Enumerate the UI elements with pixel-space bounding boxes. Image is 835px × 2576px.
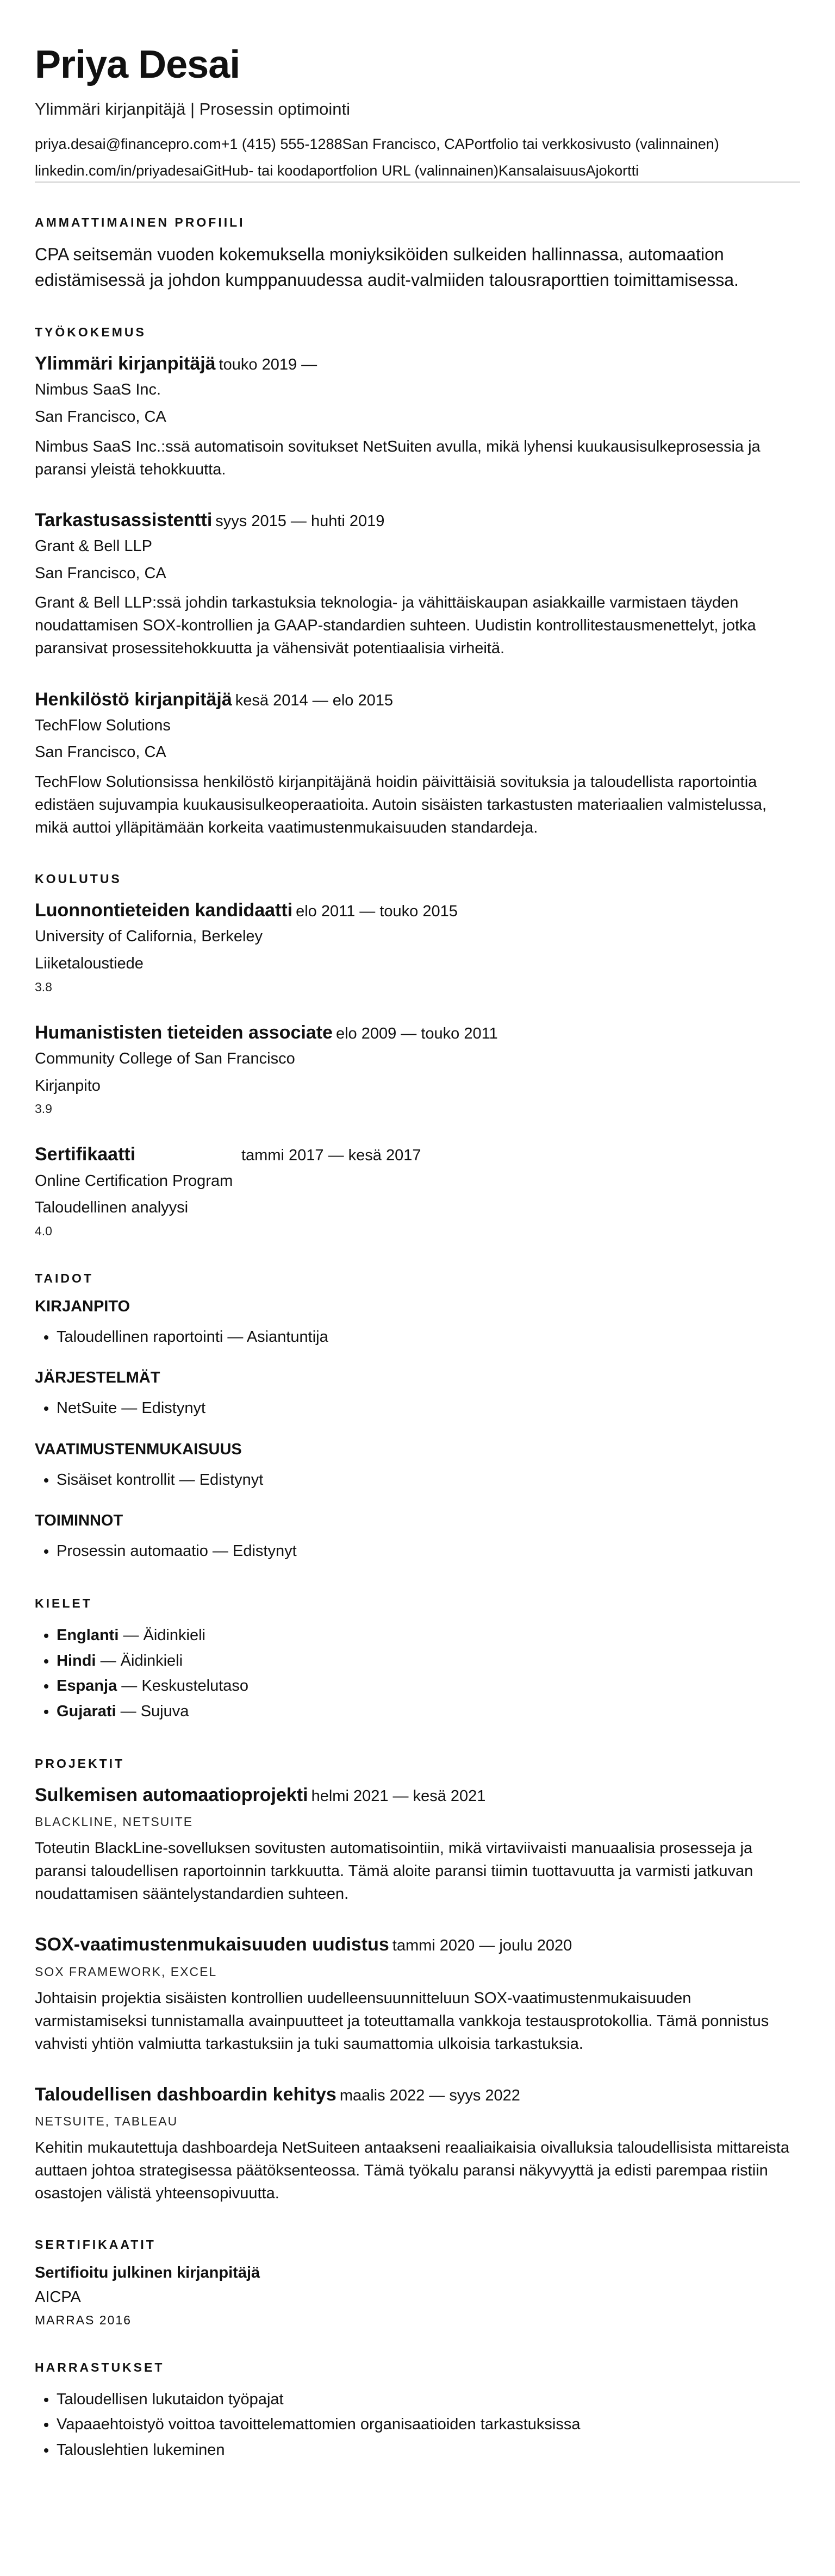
job-description: TechFlow Solutionsissa henkilöstö kirjanpitäjänä hoidin päivittäisiä sovituksia ja taloudellista raportointia edistäen sujuvampia kuukausisulkeoperaatioita. Autoin sisäisten tarkastusten materiaalien valmistelussa, mikä auttoi ylläpitämään korkeita vaatimustenmukaisuuden standardeja. <box>35 773 767 837</box>
profile-section <box>35 215 800 292</box>
profile-summary: CPA seitsemän vuoden kokemuksella moniyksiköiden sulkeiden hallinnassa, automaation edistämisessä ja johdon kumppanuudessa audit-valmiiden talousraporttien toimittamisessa. <box>35 245 739 290</box>
resume-header <box>35 43 800 183</box>
contact-location: San Francisco, CA <box>342 136 465 153</box>
job-company: TechFlow Solutions <box>35 716 171 734</box>
candidate-headline: Ylimmäri kirjanpitäjä | Prosessin optimointi <box>35 99 351 119</box>
certification-name: Sertifioitu julkinen kirjanpitäjä <box>35 2264 260 2281</box>
language-item <box>57 1673 800 1698</box>
skills-heading: TAIDOT <box>35 1271 94 1285</box>
job-company: Nimbus SaaS Inc. <box>35 381 161 399</box>
hobby-item: • Talouslehtien lukeminen <box>57 2437 800 2462</box>
project-item <box>35 1933 800 2055</box>
languages-section <box>35 1596 800 1724</box>
job-location: San Francisco, CA <box>35 743 166 761</box>
education-item <box>35 898 800 995</box>
language-item <box>57 1699 800 1724</box>
project-dates: helmi 2021 — kesä 2021 <box>311 1787 486 1805</box>
education-dates: tammi 2017 — kesä 2017 <box>241 1147 421 1165</box>
hobbies-list <box>35 2387 800 2462</box>
experience-section <box>35 325 800 839</box>
school-name: University of California, Berkeley <box>35 928 263 946</box>
project-dates: maalis 2022 — syys 2022 <box>339 2086 520 2104</box>
school-name: Online Certification Program <box>35 1172 233 1190</box>
language-level: — Äidinkieli <box>100 1652 183 1670</box>
field-of-study: Kirjanpito <box>35 1077 101 1095</box>
experience-item <box>35 352 800 481</box>
projects-heading: PROJEKTIT <box>35 1756 125 1771</box>
contact-linkedin[interactable]: linkedin.com/in/priyadesai <box>35 162 203 179</box>
contact-phone[interactable]: +1 (415) 555-1288 <box>221 136 342 153</box>
certifications-section <box>35 2237 800 2328</box>
skill-group <box>35 1298 800 1349</box>
hobbies-section <box>35 2360 800 2462</box>
skill-group <box>35 1369 800 1421</box>
contact-row-primary <box>35 134 800 154</box>
experience-heading: TYÖKOKEMUS <box>35 325 146 340</box>
project-name: SOX-vaatimustenmukaisuuden uudistus <box>35 1934 389 1955</box>
contact-citizenship: Kansalaisuus <box>498 162 586 179</box>
field-of-study: Liiketaloustiede <box>35 955 144 973</box>
language-name: Englanti <box>57 1627 119 1645</box>
skill-category: JÄRJESTELMÄT <box>35 1369 160 1387</box>
skill-item: • Prosessin automaatio — Edistynyt <box>57 1539 800 1564</box>
job-title: Ylimmäri kirjanpitäjä <box>35 353 216 374</box>
project-name: Taloudellisen dashboardin kehitys <box>35 2084 337 2105</box>
skills-section <box>35 1271 800 1564</box>
project-tools: NETSUITE, TABLEAU <box>35 2114 178 2128</box>
education-dates: elo 2011 — touko 2015 <box>296 903 458 921</box>
gpa-value: 3.9 <box>35 1102 52 1116</box>
job-dates: syys 2015 — huhti 2019 <box>215 512 385 530</box>
hobby-item: • Taloudellisen lukutaidon työpajat <box>57 2387 800 2412</box>
hobby-item: • Vapaaehtoistyö voittoa tavoittelemattomien organisaatioiden tarkastuksissa <box>57 2412 800 2437</box>
language-name: Hindi <box>57 1652 96 1670</box>
contact-email[interactable]: priya.desai@financepro.com <box>35 136 221 153</box>
experience-item <box>35 687 800 840</box>
job-title: Tarkastusassistentti <box>35 509 213 530</box>
skill-category: VAATIMUSTENMUKAISUUS <box>35 1440 242 1458</box>
language-name: Espanja <box>57 1677 117 1695</box>
gpa-value: 3.8 <box>35 979 52 994</box>
education-item <box>35 1142 800 1239</box>
certification-date: MARRAS 2016 <box>35 2313 132 2327</box>
education-dates: elo 2009 — touko 2011 <box>335 1024 498 1042</box>
skill-item: • NetSuite — Edistynyt <box>57 1396 800 1421</box>
job-dates: touko 2019 — <box>219 356 317 374</box>
job-company: Grant & Bell LLP <box>35 537 152 555</box>
certification-issuer: AICPA <box>35 2289 81 2306</box>
contact-website[interactable]: Portfolio tai verkkosivusto (valinnainen) <box>464 136 719 153</box>
education-item <box>35 1021 800 1117</box>
job-description: Nimbus SaaS Inc.:ssä automatisoin sovitukset NetSuiten avulla, mikä lyhensi kuukausisulkeprosessia ja paransi yleistä tehokkuutta. <box>35 437 761 478</box>
degree-title: Humanististen tieteiden associate <box>35 1022 333 1043</box>
languages-heading: KIELET <box>35 1596 92 1611</box>
contact-github[interactable]: GitHub- tai koodaportfolion URL (valinnainen) <box>203 162 498 179</box>
language-level: — Äidinkieli <box>123 1627 205 1645</box>
certification-item <box>35 2264 800 2328</box>
skill-group <box>35 1512 800 1564</box>
job-location: San Francisco, CA <box>35 564 166 582</box>
job-title: Henkilöstö kirjanpitäjä <box>35 689 232 710</box>
contact-row-secondary <box>35 161 800 180</box>
project-item <box>35 2083 800 2205</box>
project-dates: tammi 2020 — joulu 2020 <box>392 1937 572 1955</box>
education-section <box>35 872 800 1239</box>
language-item <box>57 1648 800 1673</box>
project-item <box>35 1783 800 1905</box>
project-description: Johtaisin projektia sisäisten kontrollien uudelleensuunnitteluun SOX-vaatimustenmukaisuuden varmistamiseksi tunnistamalla avainpuutteet ja toteuttamalla vankkoja testausprotokollia. Tämä ponnistus vahvisti yhtiön valmiutta tarkastuksiin ja tuki saumattomia ulkoisia tarkastuksia. <box>35 1989 769 2053</box>
job-description: Grant & Bell LLP:ssä johdin tarkastuksia teknologia- ja vähittäiskaupan asiakkaille varmistaen täyden noudattamisen SOX-kontrollien ja GAAP-standardien suhteen. Uudistin kontrollitestausmenettelyt, jotka paransivat prosessitehokkuutta ja vähensivät potentiaalisia virheitä. <box>35 594 756 658</box>
skill-item: • Sisäiset kontrollit — Edistynyt <box>57 1467 800 1492</box>
skill-category: KIRJANPITO <box>35 1297 130 1315</box>
degree-title: Sertifikaatti <box>35 1144 136 1165</box>
job-dates: kesä 2014 — elo 2015 <box>235 691 393 709</box>
gpa-value: 4.0 <box>35 1223 52 1238</box>
profile-heading: AMMATTIMAINEN PROFIILI <box>35 215 245 230</box>
language-level: — Sujuva <box>120 1702 189 1720</box>
hobbies-heading: HARRASTUKSET <box>35 2360 165 2374</box>
degree-title: Luonnontieteiden kandidaatti <box>35 900 293 921</box>
language-level: — Keskustelutaso <box>121 1677 249 1695</box>
project-tools: SOX FRAMEWORK, EXCEL <box>35 1964 217 1979</box>
skill-group <box>35 1441 800 1492</box>
job-location: San Francisco, CA <box>35 408 166 426</box>
experience-item <box>35 508 800 660</box>
project-name: Sulkemisen automaatioprojekti <box>35 1785 308 1806</box>
language-item <box>57 1623 800 1648</box>
header-divider <box>35 182 800 183</box>
project-description: Toteutin BlackLine-sovelluksen sovitusten automatisointiin, mikä virtaviivaisti manuaalisia prosesseja ja paransi taloudellisen raportoinnin tarkkuutta. Tämä aloite paransi tiimin tuottavuutta ja varmisti jatkuvan noudattamisen sääntelystandardien suhteen. <box>35 1840 753 1903</box>
contact-license: Ajokortti <box>585 162 639 179</box>
certifications-heading: SERTIFIKAATIT <box>35 2237 156 2252</box>
skill-category: TOIMINNOT <box>35 1512 123 1530</box>
project-tools: BLACKLINE, NETSUITE <box>35 1815 194 1829</box>
language-name: Gujarati <box>57 1702 116 1720</box>
skill-item: • Taloudellinen raportointi — Asiantuntija <box>57 1324 800 1349</box>
projects-section <box>35 1756 800 2205</box>
education-heading: KOULUTUS <box>35 872 122 886</box>
languages-list <box>35 1623 800 1724</box>
candidate-name: Priya Desai <box>35 43 240 86</box>
school-name: Community College of San Francisco <box>35 1049 295 1067</box>
project-description: Kehitin mukautettuja dashboardeja NetSuiteen antaakseni reaaliaikaisia oivalluksia taloudellisista mittareista auttaen johtoa strategisessa päätöksenteossa. Tämä työkalu paransi näkyvyyttä ja edisti parempaa ristiin osastojen välistä yhteensopivuutta. <box>35 2139 789 2202</box>
field-of-study: Taloudellinen analyysi <box>35 1199 189 1217</box>
